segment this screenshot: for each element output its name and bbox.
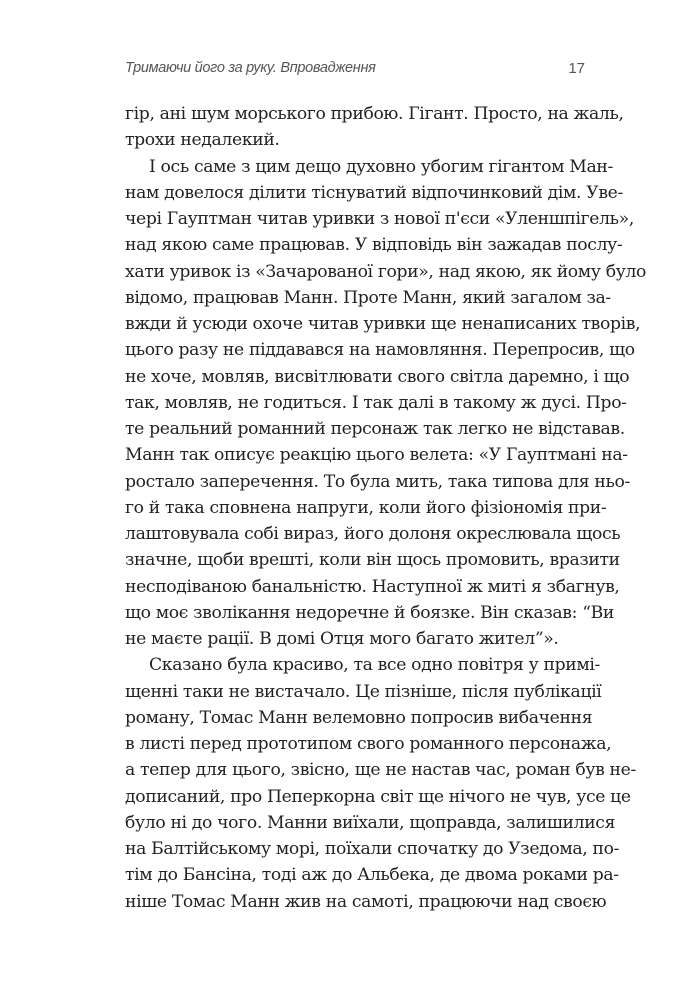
text-line: те реальний романний персонаж так легко не відставав. [125,419,625,439]
text-line: ніше Томас Манн жив на самоті, працюючи над своєю [125,891,607,912]
text-line: відомо, працював Манн. Проте Манн, який загалом за- [125,287,611,308]
text-line: значне, щоби врешті, коли він щось промовить, вразити [125,550,620,571]
text-line: тім до Бансіна, тоді аж до Альбека, де двома роками ра- [125,865,619,886]
text-line: го й така сповнена напруги, коли його фізіономія при- [125,497,607,518]
paragraph [125,652,636,915]
text-line: вжди й усюди охоче читав уривки ще ненаписаних творів, [125,314,641,334]
page-body [125,101,647,915]
paragraph [125,154,647,653]
text-line: було ні до чого. Манни виїхали, щоправда, залишилися [125,812,616,833]
text-line: ростало заперечення. То була мить, така типова для ньо- [125,471,630,492]
text-line: хати уривок із «Зачарованої гори», над якою, як йому було [125,261,647,282]
text-line: щенні таки не вистачало. Це пізніше, після публікації [125,681,602,702]
text-line: трохи недалекий. [125,130,280,151]
text-line: не маєте рації. В домі Отця мого багато жител”». [125,629,559,649]
paragraph [125,101,624,154]
text-line: а тепер для цього, звісно, ще не настав час, роман був не- [125,760,636,781]
text-line: нам довелося ділити тіснуватий відпочинковий дім. Уве- [125,182,623,203]
text-line: в листі перед прототипом свого романного персонажа, [125,734,612,754]
text-line: дописаний, про Пеперкорна світ ще нічого не чув, усе це [125,786,631,807]
text-line: цього разу не піддавався на намовляння. Перепросив, що [125,340,635,361]
running-header [125,60,585,80]
text-line: лаштовувала собі вираз, його долоня окреслювала щось [125,524,621,544]
text-line: чері Гауптман читав уривки з нової п'єси «Уленшпігель», [125,209,634,229]
text-line: не хоче, мовляв, висвітлювати свого світла даремно, і що [125,366,630,387]
page-number: 17 [568,60,585,77]
text-line: що моє зволікання недоречне й боязке. Він сказав: “Ви [125,602,615,623]
text-line: І ось саме з цим дещо духовно убогим гігантом Ман- [149,156,613,177]
text-line: так, мовляв, не годиться. І так далі в такому ж дусі. Про- [125,392,627,413]
running-title: Тримаючи його за руку. Впровадження [125,60,376,76]
text-line: гір, ані шум морського прибою. Гігант. Просто, на жаль, [125,104,624,124]
text-line: роману, Томас Манн велемовно попросив вибачення [125,707,593,728]
text-line: несподіваною банальністю. Наступної ж миті я збагнув, [125,576,620,597]
text-line: Сказано була красиво, та все одно повітря у примі- [149,655,600,676]
text-line: над якою саме працював. У відповідь він зажадав послу- [125,235,623,256]
text-line: Манн так описує реакцію цього велета: «У Гауптмані на- [125,445,628,466]
text-line: на Балтійському морі, поїхали спочатку до Узедома, по- [125,839,620,859]
